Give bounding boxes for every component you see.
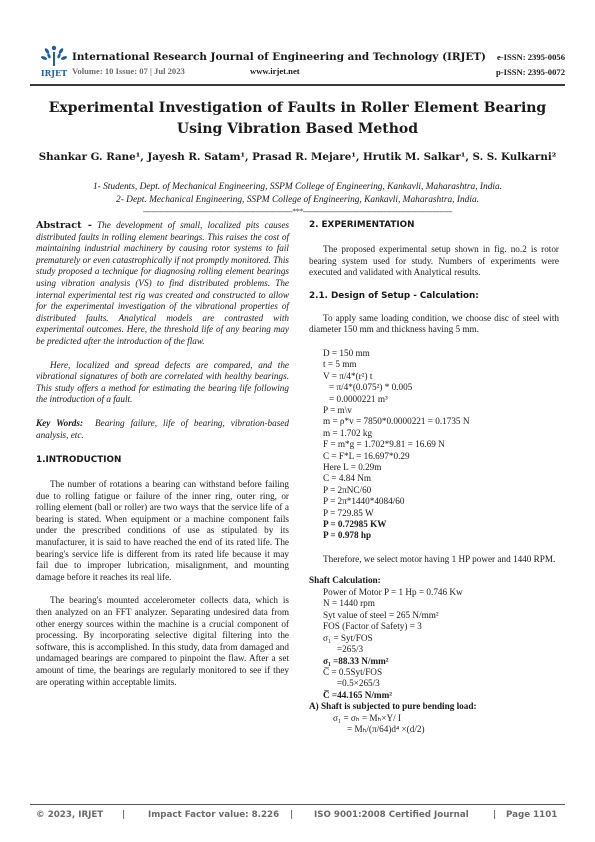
equation-line: P = 0.978 hp xyxy=(323,530,372,541)
abstract xyxy=(36,220,289,348)
equation-line: m = 1.702 kg xyxy=(323,427,373,438)
abstract-label: Abstract - xyxy=(36,220,92,231)
section-separator: ---------------------------------------------------------------------***--------------------------------------------------------------------- xyxy=(142,207,453,216)
equation-line: t = 5 mm xyxy=(323,359,357,370)
keywords xyxy=(36,418,289,441)
header-rule xyxy=(30,84,565,86)
left-column xyxy=(36,220,289,688)
footer-separator: | xyxy=(290,810,294,820)
equation-line: P = 2πNC/60 xyxy=(323,484,372,495)
section-heading-introduction: 1.INTRODUCTION xyxy=(36,455,122,466)
equation-line: F = m*g = 1.702*9.81 = 16.69 N xyxy=(323,439,445,450)
footer-separator: | xyxy=(493,810,497,820)
equation-line: C = 4.84 Nm xyxy=(323,473,372,484)
equation-line: σ₁ =88.33 N/mm² xyxy=(323,655,389,666)
equation-line: P = 2π*1440*4084/60 xyxy=(323,496,405,507)
footer-separator: | xyxy=(122,810,126,820)
journal-header xyxy=(30,42,565,80)
equation-line: Syt value of steel = 265 N/mm² xyxy=(323,609,439,620)
equation-line: m = ρ*v = 7850*0.0000221 = 0.1735 N xyxy=(323,416,470,427)
equation-line: σ₁ = σₕ = Mₕ×Y/ I xyxy=(333,712,401,723)
p-issn: p-ISSN: 2395-0072 xyxy=(496,67,565,77)
equation-line: C̅ = 0.5Syt/FOS xyxy=(323,666,383,677)
section-heading-design: 2.1. Design of Setup - Calculation: xyxy=(309,290,479,301)
equation-line: σ₁ = Syt/FOS xyxy=(323,632,373,643)
equation-line: P = 0.72985 KW xyxy=(323,519,387,530)
bending-load-heading: A) Shaft is subjected to pure bending load: xyxy=(309,701,477,712)
intro-paragraph-1: The number of rotations a bearing can withstand before failing due to rolling fatigue or failure of the inner ring, outer ring, or rolling element (ball or roller) are two ways that the service life of a bearing is stated. When equipment or a machine component fails under the prescribed conditions of use as stipulated by its manufacturer, it is said to have reached the end of its rated life. The bearing's service life is different from its rated life because it may fail due to improper lubrication, misalignment, and mounting damage before it reaches its real life. xyxy=(36,479,289,582)
journal-title: International Research Journal of Engineering and Technology (IRJET) xyxy=(72,51,486,63)
design-equations xyxy=(309,348,559,542)
paper-title: Experimental Investigation of Faults in Roller Element Bearing Using Vibration Based Method xyxy=(48,100,547,137)
equation-line: =0.5×265/3 xyxy=(337,678,380,689)
intro-paragraph-2: The bearing's mounted accelerometer collects data, which is then analyzed on an FFT analyzer. Separating undesired data from other energy sources within the machine is a crucial component of processing. By incorporating selective digital filtering into the software, this is accomplished. In this study, data from damaged and undamaged bearings are compared to pinpoint the flaw. After a set amount of time, the bearings are regularly monitored to see if they are operating within acceptable limits. xyxy=(36,595,289,687)
equation-line: P = m\v xyxy=(323,405,352,415)
equation-line: Power of Motor P = 1 Hp = 0.746 Kw xyxy=(323,587,463,598)
author-list: Shankar G. Rane¹, Jayesh R. Satam¹, Prasad R. Mejare¹, Hrutik M. Salkar¹, S. S. Kulkarni² xyxy=(38,151,557,163)
footer-iso: ISO 9001:2008 Certified Journal xyxy=(314,810,469,820)
equation-line: = 0.0000221 m³ xyxy=(329,393,388,404)
e-issn: e-ISSN: 2395-0056 xyxy=(496,52,565,62)
equation-line: C = F*L = 16.697*0.29 xyxy=(323,450,410,461)
equation-line: = Mₕ/(π/64)d⁴ ×(d/2) xyxy=(347,724,425,735)
abstract-text: The development of small, localized pits causes distributed faults in rolling element bearings. This raises the cost of maintaining industrial machinery by causing rotor systems to fail prematurely or even catastrophically if not promptly monitored. This study proposed a technique for diagnosing rolling element bearings using vibration analysis (VS) to find distributed problems. The internal experimental test rig was created and constructed to allow for the experimental investigation of the vibrational properties of distributed faults. Analytical models are contrasted with experimental outcomes. Here, the threshold life of any bearing may be predicted after the introduction of the flaw. xyxy=(36,220,289,346)
shaft-equations xyxy=(309,587,559,701)
irjet-logo-icon xyxy=(36,42,72,80)
equation-line: FOS (Factor of Safety) = 3 xyxy=(323,621,422,632)
shaft-calculation-heading: Shaft Calculation: xyxy=(309,575,381,586)
section-heading-experimentation: 2. EXPERIMENTATION xyxy=(309,220,415,230)
bending-equations xyxy=(309,713,559,736)
journal-url[interactable]: www.irjet.net xyxy=(250,66,300,76)
affiliation-2: 2- Dept. Mechanical Engineering, SSPM College of Engineering, Kankavli, Maharashtra, India. xyxy=(116,195,479,205)
keywords-text: Bearing failure, life of bearing, vibration-based analysis, etc. xyxy=(36,417,289,440)
affiliation-1: 1- Students, Dept. of Mechanical Engineering, SSPM College of Engineering, Kankavli, Maharashtra, India. xyxy=(92,182,503,192)
equation-line: V = π/4*(r²) t xyxy=(323,370,373,381)
abstract-paragraph-2: Here, localized and spread defects are compared, and the vibrational signatures of both are correlated with healthy bearings. This study offers a method for estimating the bearing life following the introduction of a fault. xyxy=(36,359,289,405)
equation-line: Here L = 0.29m xyxy=(323,462,382,473)
footer-rule xyxy=(30,804,565,805)
equation-line: = π/4*(0.075²) * 0.005 xyxy=(329,382,413,393)
keywords-label: Key Words: xyxy=(36,417,83,428)
equation-line: N = 1440 rpm xyxy=(323,598,375,609)
equation-line: P = 729.85 W xyxy=(323,507,374,518)
equation-line: =265/3 xyxy=(337,644,364,655)
motor-selection-paragraph: Therefore, we select motor having 1 HP power and 1440 RPM. xyxy=(323,553,556,564)
equation-line: C̅ =44.165 N/mm² xyxy=(323,689,392,700)
right-column xyxy=(309,220,559,736)
footer-page-number: Page 1101 xyxy=(506,810,558,820)
journal-volume: Volume: 10 Issue: 07 | Jul 2023 xyxy=(72,66,185,76)
experimentation-paragraph: The proposed experimental setup shown in fig. no.2 is rotor bearing system used for study. Numbers of experiments were executed and validated with Analytical results. xyxy=(309,244,559,278)
equation-line: D = 150 mm xyxy=(323,347,370,358)
footer-copyright: © 2023, IRJET xyxy=(36,810,104,820)
footer-impact-factor: Impact Factor value: 8.226 xyxy=(148,810,280,820)
logo-text: IRJET xyxy=(40,68,68,78)
design-paragraph: To apply same loading condition, we choose disc of steel with diameter 150 mm and thickness having 5 mm. xyxy=(309,312,559,335)
